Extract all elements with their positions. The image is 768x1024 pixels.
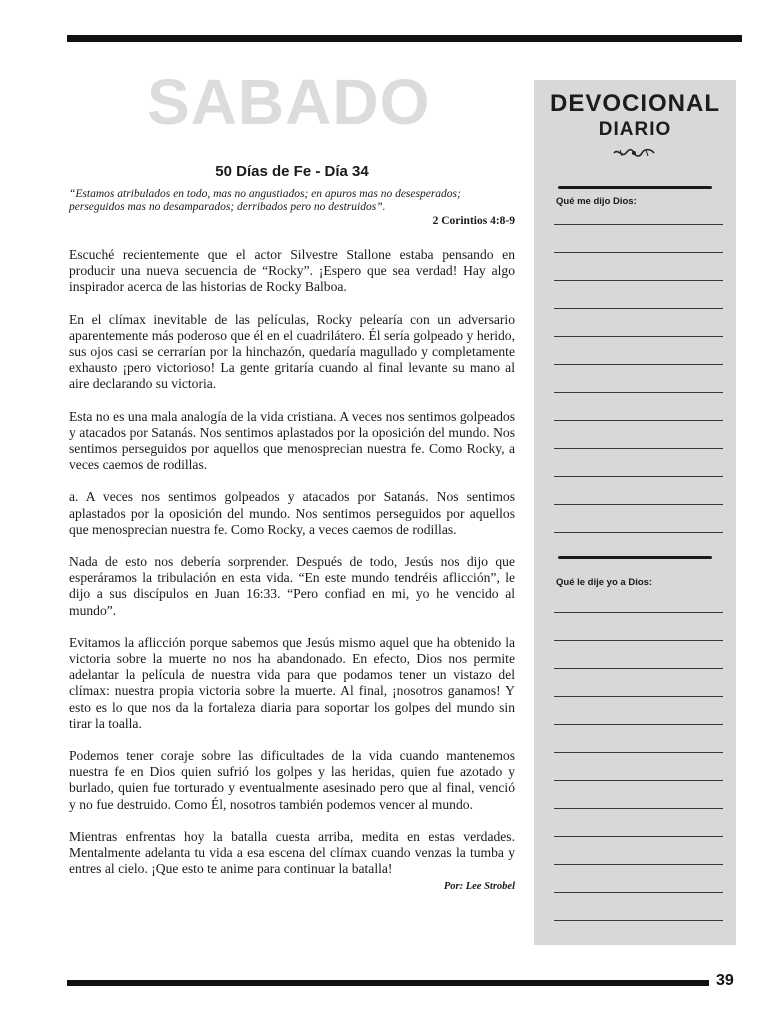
paragraph: Podemos tener coraje sobre las dificultades de la vida cuando mantenemos nuestra fe en Dios quien sufrió los golpes y las heridas, quien fue azotado y burlado, quien fue torturado y eventualmente asesinado pero que al final, venció y no fue destruido. Como Él, nosotros también podemos vencer al mundo. xyxy=(69,748,515,812)
journal-sidebar xyxy=(534,80,736,945)
journal-line[interactable] xyxy=(554,308,723,309)
article xyxy=(69,163,515,892)
sidebar-subtitle: DIARIO xyxy=(598,119,672,140)
author-credit: Por: Lee Strobel xyxy=(443,880,515,892)
bottom-rule xyxy=(67,980,709,986)
journal-line[interactable] xyxy=(554,892,723,893)
journal-line[interactable] xyxy=(554,504,723,505)
top-rule xyxy=(67,35,742,42)
paragraph: Evitamos la aflicción porque sabemos que Jesús mismo aquel que ha obtenido la victoria sobre la muerte no nos ha abandonado. En efecto, Dios nos permite adelantar la película de nuestra vida para que podamos tener un vistazo del clímax: nuestra propia victoria sobre la muerte. Al final, ¡nosotros ganamos! Y esto es lo que nos da la fortaleza diaria para soportar los golpes del mundo sin tirar la toalla. xyxy=(69,634,515,731)
journal-line[interactable] xyxy=(554,836,723,837)
paragraph: a. A veces nos sentimos golpeados y atacados por Satanás. Nos sentimos aplastados por la oposición del mundo. Nos sentimos perseguidos por aquellos que menosprecian nuestra fe. Como Rocky, a veces caemos de rodillas. xyxy=(69,489,515,537)
journal-line[interactable] xyxy=(554,612,723,613)
section-label-god-said: Qué me dijo Dios: xyxy=(556,196,637,207)
journal-line[interactable] xyxy=(554,280,723,281)
journal-line[interactable] xyxy=(554,808,723,809)
day-title: SABADO xyxy=(147,66,431,138)
journal-line[interactable] xyxy=(554,640,723,641)
journal-line[interactable] xyxy=(554,668,723,669)
flourish-icon xyxy=(612,146,656,160)
section-label-i-said: Qué le dije yo a Dios: xyxy=(556,577,653,588)
paragraph: Nada de esto nos debería sorprender. Después de todo, Jesús nos dijo que esperáramos la tribulación en esta vida. “En este mundo tendréis aflicción”, le dijo a sus discípulos en Juan 16:33. “Pero confiad en mi, yo he vencido al mundo”. xyxy=(69,554,515,618)
journal-line[interactable] xyxy=(554,920,723,921)
journal-line[interactable] xyxy=(554,252,723,253)
paragraph: Mientras enfrentas hoy la batalla cuesta arriba, medita en estas verdades. Mentalmente adelanta tu vida a esa escena del clímax cuando venzas la tumba y entres al cielo. ¡Que esto te anime para continuar la batalla! xyxy=(69,828,515,877)
journal-line[interactable] xyxy=(554,364,723,365)
journal-line[interactable] xyxy=(554,336,723,337)
journal-line[interactable] xyxy=(554,696,723,697)
journal-line[interactable] xyxy=(554,392,723,393)
journal-line[interactable] xyxy=(554,864,723,865)
section-divider xyxy=(558,556,712,559)
section-divider xyxy=(558,186,712,189)
journal-line[interactable] xyxy=(554,532,723,533)
paragraph: Escuché recientemente que el actor Silvestre Stallone estaba pensando en producir una nueva secuencia de “Rocky”. ¡Espero que sea verdad! Hay algo inspirador acerca de las historias de Rocky Balboa. xyxy=(69,247,515,295)
journal-line[interactable] xyxy=(554,448,723,449)
article-subtitle: 50 Días de Fe - Día 34 xyxy=(215,163,369,180)
page-number: 39 xyxy=(716,972,734,989)
journal-line[interactable] xyxy=(554,752,723,753)
journal-line[interactable] xyxy=(554,224,723,225)
journal-line[interactable] xyxy=(554,420,723,421)
paragraph: En el clímax inevitable de las películas, Rocky pelearía con un adversario aparentemente más poderoso que él en el cuadrilátero. Él sería golpeado y herido, sus ojos casi se cerrarían por la hinchazón, quedaría magullado y completamente exhausto ¡pero victorioso! La gente gritaría cuando al final levante su mano al aire declarando su victoria. xyxy=(69,311,515,392)
paragraph: Esta no es una mala analogía de la vida cristiana. A veces nos sentimos golpeados y atacados por Satanás. Nos sentimos aplastados por la oposición del mundo. Nos sentimos perseguidos por aquellos que menosprecian nuestra fe. Como Rocky, a veces caemos de rodillas. xyxy=(69,408,515,473)
journal-line[interactable] xyxy=(554,476,723,477)
scripture-quote: “Estamos atribulados en todo, mas no angustiados; en apuros mas no desesperados; perseguidos mas no desamparados; derribados pero no destruidos”. xyxy=(69,188,461,213)
sidebar-title: DEVOCIONAL xyxy=(549,90,720,117)
scripture-reference: 2 Corintios 4:8-9 xyxy=(432,215,515,227)
journal-line[interactable] xyxy=(554,780,723,781)
journal-line[interactable] xyxy=(554,724,723,725)
